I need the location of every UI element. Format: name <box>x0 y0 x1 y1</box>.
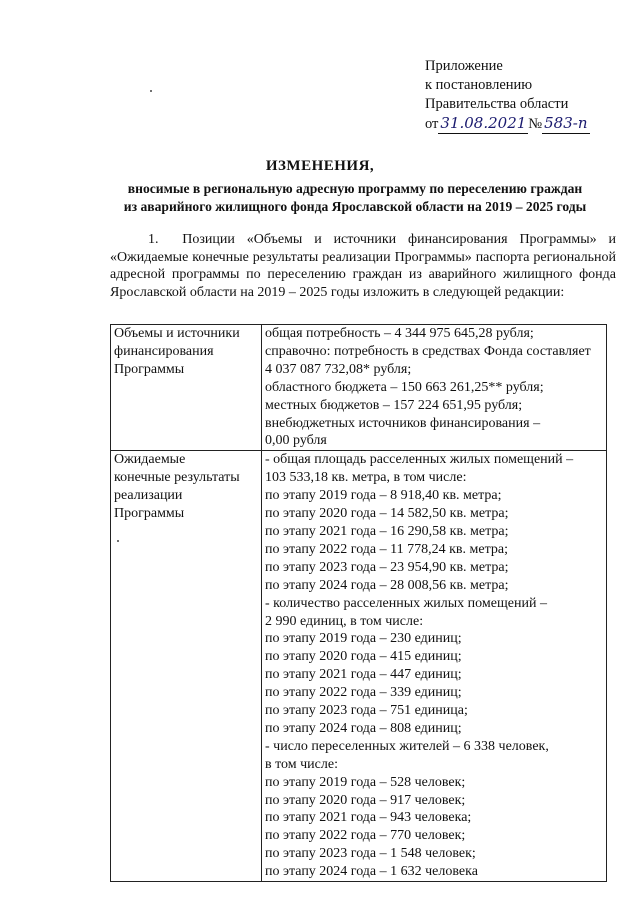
label-line: Программы <box>114 361 185 377</box>
table-row-financing <box>111 325 607 451</box>
value-line: по этапу 2019 года – 528 человек; <box>265 774 466 790</box>
label-line: конечные результаты <box>114 470 240 486</box>
value-line: по этапу 2024 года – 28 008,56 кв. метра; <box>265 577 509 593</box>
value-line: по этапу 2022 года – 11 778,24 кв. метра; <box>265 541 508 557</box>
label-line: Объемы и источники <box>114 326 240 341</box>
value-line: 4 037 087 732,08* рубля; <box>265 361 412 377</box>
label-line: финансирования <box>114 343 214 359</box>
appendix-line: Правительства области <box>425 96 569 112</box>
value-line: - общая площадь расселенных жилых помещений – <box>265 452 574 468</box>
handwritten-date: 31.08.2021 <box>440 114 527 132</box>
row-value-results <box>262 451 607 882</box>
appendix-line: Приложение <box>425 58 503 74</box>
subtitle-line: из аварийного жилищного фонда Ярославской области на 2019 – 2025 годы <box>123 199 587 214</box>
paragraph-number: 1. <box>148 232 159 247</box>
value-line: по этапу 2020 года – 917 человек; <box>265 792 466 808</box>
label-line: реализации <box>114 488 183 504</box>
row-label-results <box>111 451 262 882</box>
value-line: по этапу 2021 года – 447 единиц; <box>265 667 462 683</box>
value-line: по этапу 2021 года – 943 человека; <box>265 810 472 826</box>
value-line: по этапу 2024 года – 808 единиц; <box>265 720 462 736</box>
subtitle-line: вносимые в региональную адресную программу по переселению граждан <box>127 181 583 196</box>
paragraph-1 <box>110 231 616 301</box>
value-line: по этапу 2022 года – 770 человек; <box>265 828 466 844</box>
appendix-date-line <box>425 114 590 134</box>
value-line: 2 990 единиц, в том числе: <box>265 613 424 629</box>
appendix-line: к постановлению <box>425 77 533 93</box>
date-prefix: от <box>425 116 439 132</box>
scan-speck <box>150 90 152 92</box>
value-line: справочно: потребность в средствах Фонда составляет <box>265 343 591 359</box>
passport-table <box>110 324 607 882</box>
value-line: по этапу 2023 года – 1 548 человек; <box>265 846 476 862</box>
value-line: по этапу 2024 года – 1 632 человека <box>265 864 478 880</box>
value-line: по этапу 2022 года – 339 единиц; <box>265 685 462 701</box>
value-line: по этапу 2019 года – 8 918,40 кв. метра; <box>265 488 502 504</box>
value-line: общая потребность – 4 344 975 645,28 рубля; <box>265 326 534 341</box>
table-row-results <box>111 451 607 882</box>
value-line: по этапу 2020 года – 14 582,50 кв. метра; <box>265 506 509 522</box>
paragraph-text: Позиции «Объемы и источники финансирования Программы» и «Ожидаемые конечные результаты реализации Программы» паспорта региональной адресной программы по переселению граждан из аварийного жилищного фонда Ярославской области на 2019 – 2025 годы изложить в следующей редакции: <box>110 232 616 300</box>
value-line: 0,00 рубля <box>265 433 327 449</box>
value-line: областного бюджета – 150 663 261,25** рубля; <box>265 379 544 395</box>
value-line: по этапу 2023 года – 23 954,90 кв. метра; <box>265 559 509 575</box>
label-line: Программы <box>114 506 185 522</box>
value-line: в том числе: <box>265 756 338 772</box>
row-label-financing <box>111 325 262 451</box>
value-line: по этапу 2019 года – 230 единиц; <box>265 631 462 647</box>
number-prefix: № <box>528 116 543 132</box>
value-line: по этапу 2020 года – 415 единиц; <box>265 649 462 665</box>
value-line: внебюджетных источников финансирования – <box>265 415 541 431</box>
value-line: - число переселенных жителей – 6 338 человек, <box>265 738 549 754</box>
label-line: Ожидаемые <box>114 452 186 468</box>
document-title: ИЗМЕНЕНИЯ, <box>265 158 375 174</box>
document-subtitle <box>95 180 615 216</box>
appendix-header <box>425 57 590 134</box>
value-line: по этапу 2021 года – 16 290,58 кв. метра; <box>265 523 509 539</box>
value-line: 103 533,18 кв. метра, в том числе: <box>265 470 467 486</box>
row-value-financing <box>262 325 607 451</box>
value-line: по этапу 2023 года – 751 единица; <box>265 703 468 719</box>
value-line: - количество расселенных жилых помещений – <box>265 595 547 611</box>
handwritten-number: 583-п <box>544 114 588 132</box>
value-line: местных бюджетов – 157 224 651,95 рубля; <box>265 397 523 413</box>
